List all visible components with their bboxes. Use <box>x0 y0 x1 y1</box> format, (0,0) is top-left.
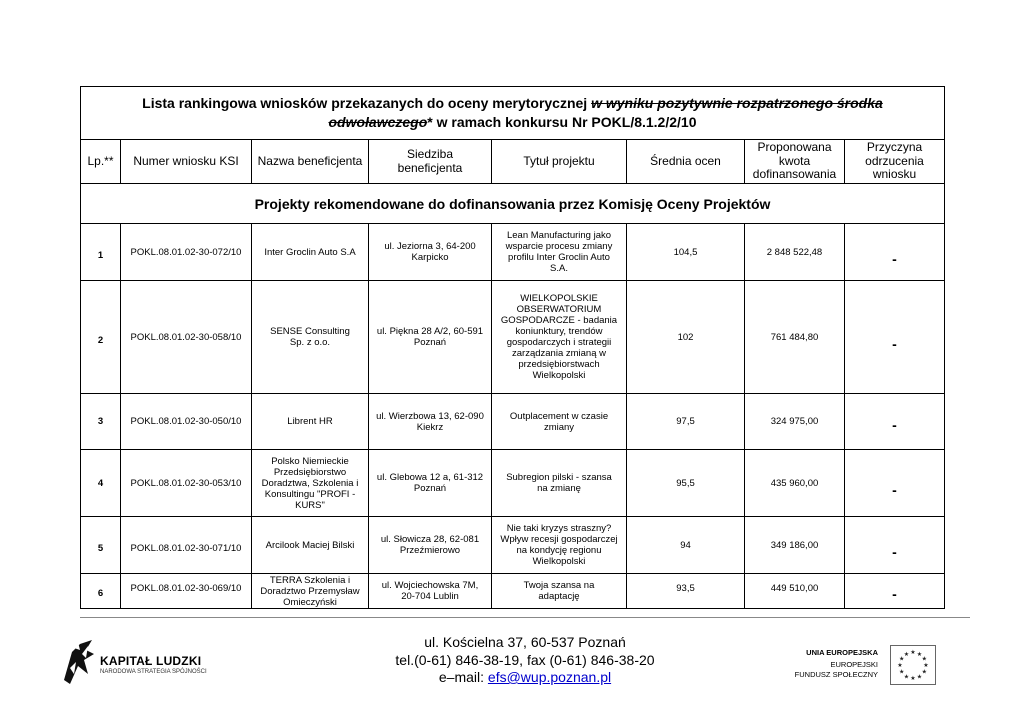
eu-star-icon: ★ <box>921 656 927 663</box>
row5-project: Nie taki kryzys straszny? Wpływ recesji gospodarczej na kondycję regionu Wielkopolski <box>492 517 627 574</box>
row3-project: Outplacement w czasie zmiany <box>492 394 627 450</box>
eu-logo-title: UNIA EUROPEJSKA <box>806 648 878 657</box>
col-header-project: Tytuł projektu <box>492 140 627 184</box>
eu-star-icon: ★ <box>897 663 903 670</box>
row3-lp: 3 <box>81 394 121 450</box>
row5-lp: 5 <box>81 517 121 574</box>
row5-seat: ul. Słowicza 28, 62-081 Przeźmierowo <box>369 517 492 574</box>
eu-star-icon: ★ <box>916 651 923 658</box>
footer-email-line <box>330 669 720 687</box>
row1-project: Lean Manufacturing jako wsparcie procesu zmiany profilu Inter Groclin Auto S.A. <box>492 224 627 281</box>
row1-reason: - <box>845 224 945 281</box>
eu-star-icon: ★ <box>903 674 910 681</box>
footer-contact <box>330 634 720 687</box>
table-title <box>81 87 945 140</box>
title-struck2: odwoławczego <box>328 114 428 130</box>
row2-avg: 102 <box>627 281 745 394</box>
row4-seat: ul. Glebowa 12 a, 61-312 Poznań <box>369 450 492 517</box>
eu-star-icon: ★ <box>903 651 910 658</box>
row6-seat: ul. Wojciechowska 7M, 20-704 Lublin <box>369 574 492 609</box>
row3-ksi: POKL.08.01.02-30-050/10 <box>121 394 252 450</box>
row1-beneficiary: Inter Groclin Auto S.A <box>252 224 369 281</box>
eu-logo <box>790 645 950 693</box>
title-struck1: w wyniku pozytywnie rozpatrzonego środka <box>591 95 883 111</box>
row1-amount: 2 848 522,48 <box>745 224 845 281</box>
row2-lp: 2 <box>81 281 121 394</box>
row2-seat: ul. Piękna 28 A/2, 60-591 Poznań <box>369 281 492 394</box>
row2-reason: - <box>845 281 945 394</box>
row5-beneficiary: Arcilook Maciej Bilski <box>252 517 369 574</box>
title-part1: Lista rankingowa wniosków przekazanych do oceny merytorycznej <box>142 95 592 111</box>
kapital-ludzki-title: KAPITAŁ LUDZKI <box>100 654 202 668</box>
col-header-seat: Siedziba beneficjenta <box>369 140 492 184</box>
row5-reason: - <box>845 517 945 574</box>
row2-project: WIELKOPOLSKIE OBSERWATORIUM GOSPODARCZE - badania koniunktury, trendów gospodarczych i strategii zarządzania zmianą w przedsiębiorstwach Wielkopolski <box>492 281 627 394</box>
footer-phone: tel.(0-61) 846-38-19, fax (0-61) 846-38-20 <box>395 651 655 668</box>
kapital-ludzki-subtitle: NARODOWA STRATEGIA SPÓJNOŚCI <box>100 669 207 675</box>
row2-beneficiary: SENSE Consulting Sp. z o.o. <box>252 281 369 394</box>
footer-email-prefix: e–mail: <box>438 669 488 685</box>
row5-ksi: POKL.08.01.02-30-071/10 <box>121 517 252 574</box>
col-header-lp: Lp.** <box>81 140 121 184</box>
row6-reason: - <box>845 574 945 609</box>
footer-email-link[interactable]: efs@wup.poznan.pl <box>487 669 612 685</box>
row2-amount: 761 484,80 <box>745 281 845 394</box>
row1-lp: 1 <box>81 224 121 281</box>
kapital-ludzki-logo <box>62 638 212 690</box>
kapital-ludzki-emblem-icon <box>62 640 96 686</box>
row3-seat: ul. Wierzbowa 13, 62-090 Kiekrz <box>369 394 492 450</box>
col-header-avg: Średnia ocen <box>627 140 745 184</box>
row3-beneficiary: Librent HR <box>252 394 369 450</box>
row6-beneficiary: TERRA Szkolenia i Doradztwo Przemysław Omieczyński <box>252 574 369 609</box>
col-header-reason: Przyczyna odrzucenia wniosku <box>845 140 945 184</box>
row1-avg: 104,5 <box>627 224 745 281</box>
section-heading: Projekty rekomendowane do dofinansowania przez Komisję Oceny Projektów <box>81 184 945 224</box>
eu-flag-icon <box>890 645 936 685</box>
row4-project: Subregion pilski - szansa na zmianę <box>492 450 627 517</box>
row6-ksi: POKL.08.01.02-30-069/10 <box>121 574 252 609</box>
row3-amount: 324 975,00 <box>745 394 845 450</box>
row1-ksi: POKL.08.01.02-30-072/10 <box>121 224 252 281</box>
eu-star-icon: ★ <box>910 676 916 683</box>
row1-seat: ul. Jeziorna 3, 64-200 Karpicko <box>369 224 492 281</box>
row4-reason: - <box>845 450 945 517</box>
eu-star-icon: ★ <box>899 669 905 676</box>
row3-reason: - <box>845 394 945 450</box>
eu-logo-line2: EUROPEJSKI <box>830 660 878 669</box>
row5-amount: 349 186,00 <box>745 517 845 574</box>
eu-star-icon: ★ <box>921 669 927 676</box>
eu-star-icon: ★ <box>899 656 905 663</box>
eu-star-icon: ★ <box>923 663 929 670</box>
row6-avg: 93,5 <box>627 574 745 609</box>
row4-ksi: POKL.08.01.02-30-053/10 <box>121 450 252 517</box>
row6-project: Twoja szansa na adaptację <box>492 574 627 609</box>
ranking-table <box>80 86 945 609</box>
col-header-amount: Proponowana kwota dofinansowania <box>745 140 845 184</box>
footer-address: ul. Kościelna 37, 60-537 Poznań <box>424 634 626 650</box>
eu-star-icon: ★ <box>916 674 923 681</box>
row5-avg: 94 <box>627 517 745 574</box>
row3-avg: 97,5 <box>627 394 745 450</box>
row6-amount: 449 510,00 <box>745 574 845 609</box>
row6-lp: 6 <box>81 574 121 609</box>
row4-lp: 4 <box>81 450 121 517</box>
col-header-beneficiary: Nazwa beneficjenta <box>252 140 369 184</box>
row2-ksi: POKL.08.01.02-30-058/10 <box>121 281 252 394</box>
title-part2: * w ramach konkursu Nr POKL/8.1.2/2/10 <box>427 114 697 130</box>
row4-avg: 95,5 <box>627 450 745 517</box>
col-header-ksi: Numer wniosku KSI <box>121 140 252 184</box>
eu-star-icon: ★ <box>910 650 916 657</box>
row4-beneficiary: Polsko Niemieckie Przedsiębiorstwo Doradztwa, Szkolenia i Konsultingu "PROFI - KURS" <box>252 450 369 517</box>
eu-logo-line3: FUNDUSZ SPOŁECZNY <box>794 670 878 679</box>
row4-amount: 435 960,00 <box>745 450 845 517</box>
footer-divider <box>80 617 970 618</box>
